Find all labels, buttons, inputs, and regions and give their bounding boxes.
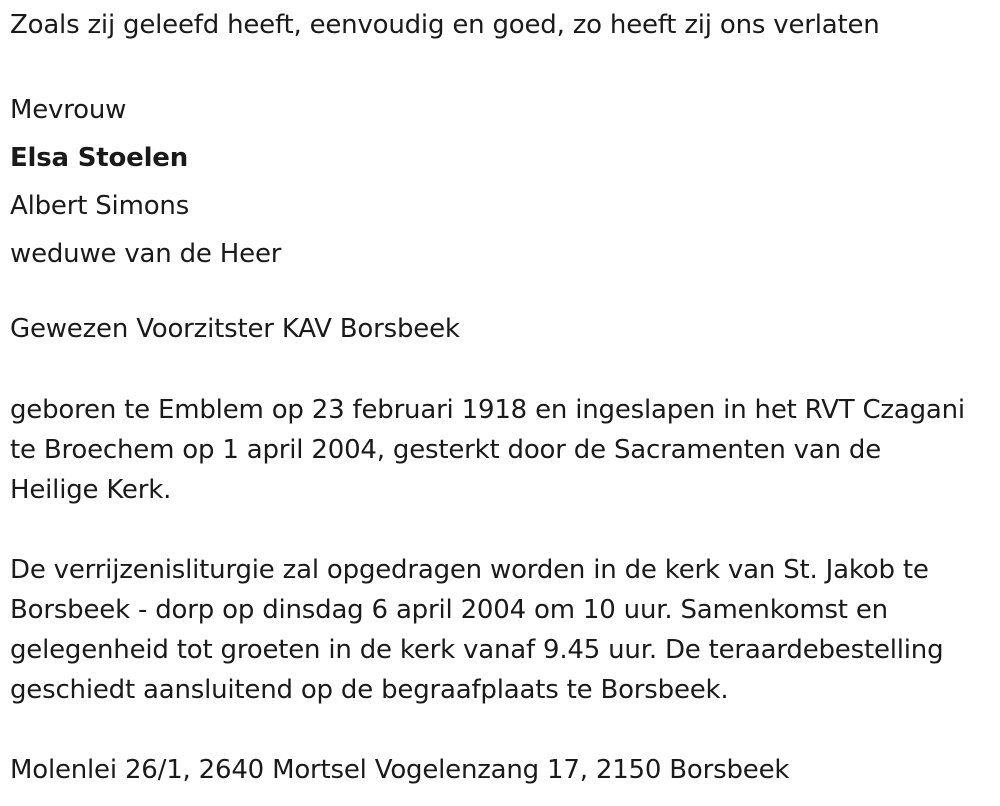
paragraph-line: Heilige Kerk. (10, 475, 172, 505)
paragraph-line: De verrijzenisliturgie zal opgedragen worden in de kerk van St. Jakob te (10, 555, 929, 585)
address-text: Molenlei 26/1, 2640 Mortsel Vogelenzang 17, 2150 Borsbeek (10, 755, 790, 785)
name-block (10, 86, 281, 278)
paragraph-line: geboren te Emblem op 23 februari 1918 en ingeslapen in het RVT Czagani (10, 395, 965, 425)
deceased-name: Elsa Stoelen (10, 143, 189, 173)
paragraph-line: geschiedt aansluitend op de begraafplaats te Borsbeek. (10, 675, 729, 705)
role-text: Gewezen Voorzitster KAV Borsbeek (10, 314, 460, 344)
liturgy-paragraph (10, 550, 943, 710)
motto-block (10, 5, 880, 45)
relation-text: weduwe van de Heer (10, 239, 282, 269)
paragraph-line: te Broechem op 1 april 2004, gesterkt door de Sacramenten van de (10, 435, 882, 465)
paragraph-line: Borsbeek - dorp op dinsdag 6 april 2004 om 10 uur. Samenkomst en (10, 595, 888, 625)
address-block (10, 750, 789, 790)
role-block (10, 309, 460, 349)
spouse-name: Albert Simons (10, 191, 190, 221)
motto-text: Zoals zij geleefd heeft, eenvoudig en goed, zo heeft zij ons verlaten (10, 10, 880, 40)
honorific: Mevrouw (10, 95, 127, 125)
paragraph-line: gelegenheid tot groeten in de kerk vanaf 9.45 uur. De teraardebestelling (10, 635, 944, 665)
birth-death-paragraph (10, 390, 965, 510)
